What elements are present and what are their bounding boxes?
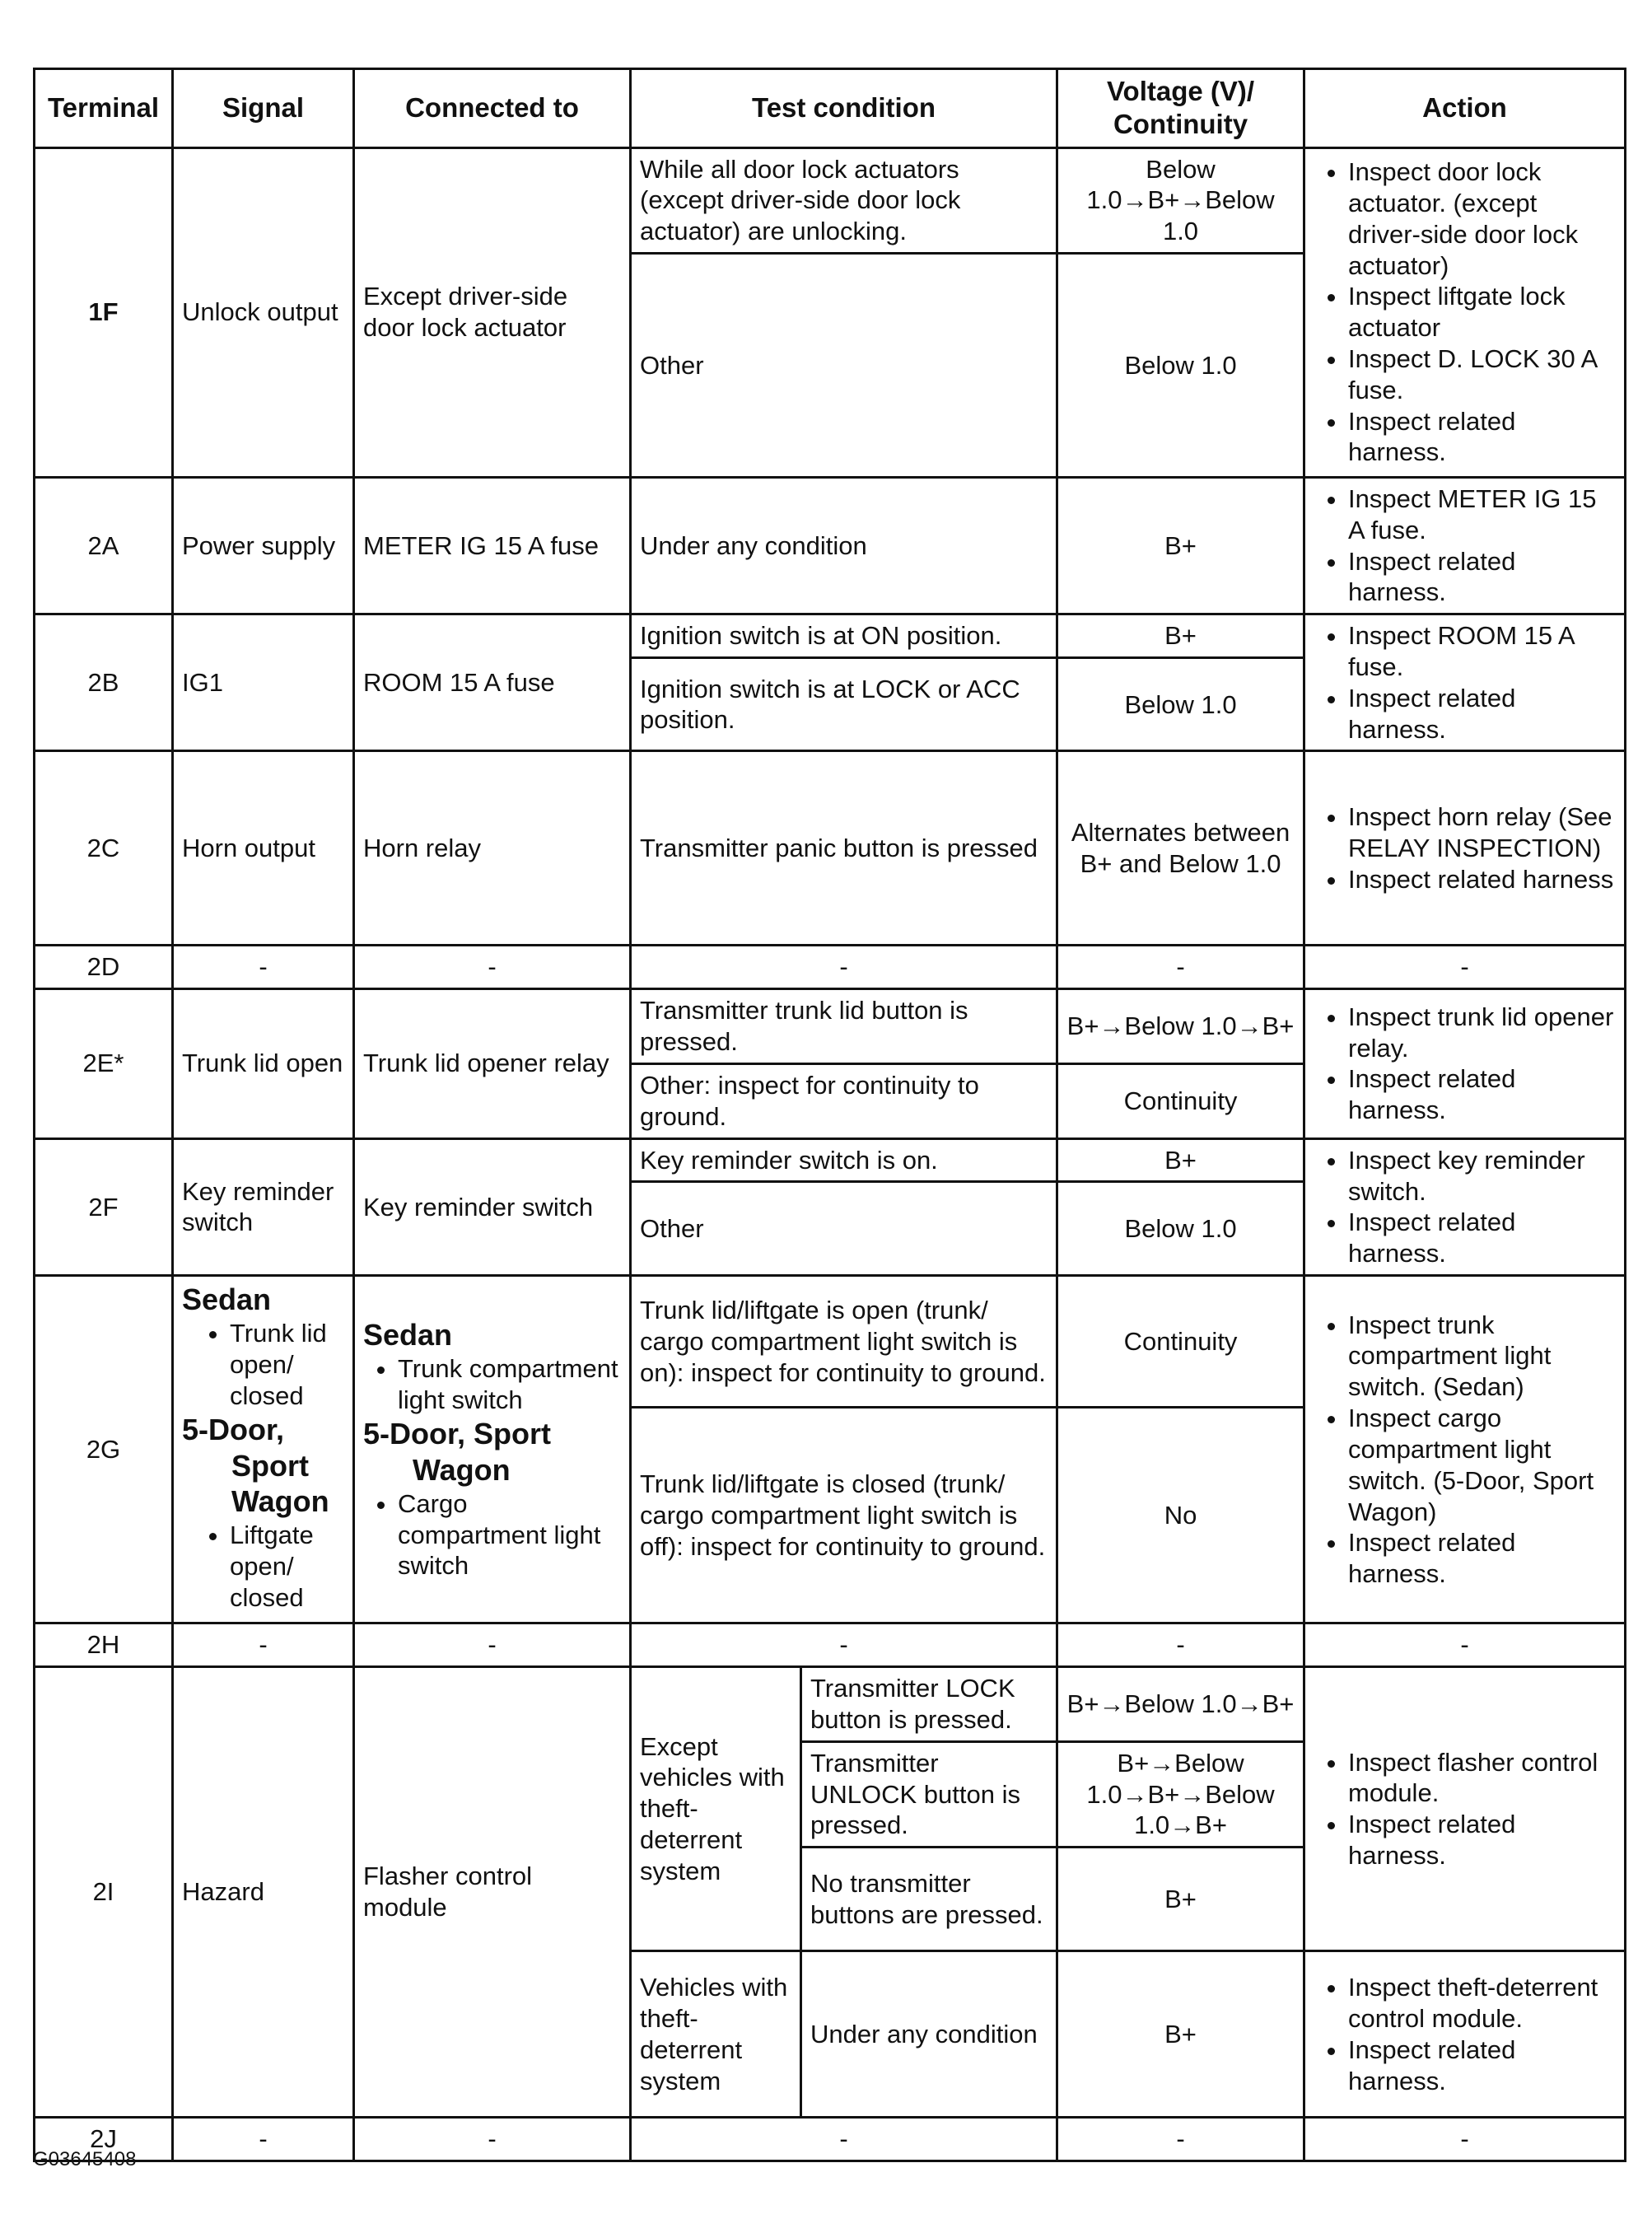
condition-cell: Under any condition <box>801 1951 1057 2118</box>
table-row <box>35 1138 1626 1182</box>
connected-cell: Horn relay <box>354 751 631 946</box>
action-cell <box>1304 1138 1626 1276</box>
action-item: • Inspect related harness. <box>1348 1207 1616 1269</box>
table-row <box>35 946 1626 989</box>
condition-cell: Transmitter UNLOCK button is pressed. <box>801 1741 1057 1847</box>
signal-heading: 5-Door, <box>182 1412 285 1446</box>
dash-cell: - <box>1304 2118 1626 2161</box>
action-item: • Inspect related harness. <box>1348 683 1616 745</box>
condition-cell: Other: inspect for continuity to ground. <box>631 1063 1057 1138</box>
connected-cell: Key reminder switch <box>354 1138 631 1276</box>
dash-cell: - <box>631 1623 1057 1667</box>
connected-cell: Flasher control module <box>354 1667 631 2118</box>
condition-cell: Transmitter LOCK button is pressed. <box>801 1667 1057 1742</box>
action-cell <box>1304 751 1626 946</box>
connected-cell <box>354 1276 631 1623</box>
signal-cell: IG1 <box>173 614 354 751</box>
header-voltage: Voltage (V)/ Continuity <box>1057 69 1304 148</box>
condition-cell: Trunk lid/liftgate is closed (trunk/ cargo compartment light switch is off): inspect for continuity to ground. <box>631 1408 1057 1623</box>
header-action: Action <box>1304 69 1626 148</box>
header-signal: Signal <box>173 69 354 148</box>
signal-cell: Power supply <box>173 477 354 614</box>
action-item: • Inspect related harness. <box>1348 406 1616 469</box>
action-cell <box>1304 477 1626 614</box>
terminal-cell: 2D <box>35 946 173 989</box>
action-cell <box>1304 989 1626 1138</box>
table-row <box>35 477 1626 614</box>
voltage-cell: Below 1.0→B+→Below 1.0 <box>1057 147 1304 253</box>
action-item: • Inspect theft-deterrent control module. <box>1348 1972 1616 2034</box>
action-item: • Inspect trunk compartment light switch. (Sedan) <box>1348 1310 1616 1403</box>
voltage-cell: Below 1.0 <box>1057 658 1304 751</box>
action-item: • Inspect cargo compartment light switch. (5-Door, Sport Wagon) <box>1348 1403 1616 1527</box>
table-row <box>35 1667 1626 1742</box>
connected-cell: Except driver-side door lock actuator <box>354 147 631 477</box>
terminal-cell: 2H <box>35 1623 173 1667</box>
dash-cell: - <box>354 946 631 989</box>
condition-group-cell: Except vehicles with theft-deterrent system <box>631 1667 801 1951</box>
dash-cell: - <box>173 2118 354 2161</box>
table-row <box>35 751 1626 946</box>
connected-cell: METER IG 15 A fuse <box>354 477 631 614</box>
voltage-cell: B+ <box>1057 614 1304 658</box>
dash-cell: - <box>1057 2118 1304 2161</box>
voltage-cell: Alternates between B+ and Below 1.0 <box>1057 751 1304 946</box>
dash-cell: - <box>1057 1623 1304 1667</box>
connected-heading: 5-Door, Sport <box>363 1416 552 1451</box>
action-item: • Inspect flasher control module. <box>1348 1747 1616 1810</box>
signal-cell <box>173 1276 354 1623</box>
connected-bullet: • Trunk compartment light switch <box>398 1353 621 1416</box>
terminal-cell: 2F <box>35 1138 173 1276</box>
action-item: • Inspect horn relay (See RELAY INSPECTION) <box>1348 801 1616 864</box>
dash-cell: - <box>1304 1623 1626 1667</box>
action-cell <box>1304 1276 1626 1623</box>
condition-cell: Transmitter panic button is pressed <box>631 751 1057 946</box>
voltage-cell: Below 1.0 <box>1057 253 1304 477</box>
voltage-cell: B+ <box>1057 1848 1304 1951</box>
dash-cell: - <box>354 1623 631 1667</box>
action-cell <box>1304 1951 1626 2118</box>
action-item: • Inspect related harness. <box>1348 2034 1616 2097</box>
terminal-cell: 2I <box>35 1667 173 2118</box>
action-item: • Inspect key reminder switch. <box>1348 1145 1616 1208</box>
signal-cell: Unlock output <box>173 147 354 477</box>
connected-bullet: • Cargo compartment light switch <box>398 1488 621 1581</box>
action-cell <box>1304 1667 1626 1951</box>
signal-bullet: • Trunk lid open/ closed <box>230 1318 344 1411</box>
header-row <box>35 69 1626 148</box>
action-item: • Inspect related harness. <box>1348 1809 1616 1871</box>
action-item: • Inspect related harness. <box>1348 1527 1616 1590</box>
connected-cell: Trunk lid opener relay <box>354 989 631 1138</box>
voltage-cell: B+ <box>1057 477 1304 614</box>
terminal-cell: 2A <box>35 477 173 614</box>
voltage-cell: B+→Below 1.0→B+→Below 1.0→B+ <box>1057 1741 1304 1847</box>
signal-cell: Key reminder switch <box>173 1138 354 1276</box>
header-test-condition: Test condition <box>631 69 1057 148</box>
action-item: • Inspect METER IG 15 A fuse. <box>1348 484 1616 546</box>
condition-cell: Trunk lid/liftgate is open (trunk/ cargo compartment light switch is on): inspect for continuity to ground. <box>631 1276 1057 1408</box>
signal-cell: Hazard <box>173 1667 354 2118</box>
dash-cell: - <box>631 2118 1057 2161</box>
condition-cell: While all door lock actuators (except driver-side door lock actuator) are unlocking. <box>631 147 1057 253</box>
dash-cell: - <box>1057 946 1304 989</box>
terminal-cell: 2B <box>35 614 173 751</box>
condition-cell: Ignition switch is at ON position. <box>631 614 1057 658</box>
table-row <box>35 989 1626 1064</box>
condition-cell: Transmitter trunk lid button is pressed. <box>631 989 1057 1064</box>
signal-heading: Sport Wagon <box>231 1448 329 1519</box>
table-row <box>35 614 1626 658</box>
terminal-cell: 2J <box>35 2118 173 2161</box>
terminal-cell: 2E* <box>35 989 173 1138</box>
action-item: • Inspect related harness. <box>1348 1063 1616 1126</box>
condition-cell: Other <box>631 1182 1057 1276</box>
signal-cell: Horn output <box>173 751 354 946</box>
voltage-cell: B+→Below 1.0→B+ <box>1057 989 1304 1064</box>
dash-cell: - <box>173 946 354 989</box>
voltage-cell: Continuity <box>1057 1063 1304 1138</box>
action-item: • Inspect D. LOCK 30 A fuse. <box>1348 343 1616 406</box>
dash-cell: - <box>631 946 1057 989</box>
signal-bullet: • Liftgate open/ closed <box>230 1520 344 1613</box>
terminal-spec-table <box>33 68 1626 2162</box>
header-terminal: Terminal <box>35 69 173 148</box>
action-cell <box>1304 614 1626 751</box>
action-item: • Inspect liftgate lock actuator <box>1348 281 1616 343</box>
action-item: • Inspect related harness <box>1348 864 1616 895</box>
voltage-cell: B+ <box>1057 1138 1304 1182</box>
table-row <box>35 1623 1626 1667</box>
connected-cell: ROOM 15 A fuse <box>354 614 631 751</box>
voltage-cell: B+→Below 1.0→B+ <box>1057 1667 1304 1742</box>
header-connected-to: Connected to <box>354 69 631 148</box>
action-item: • Inspect door lock actuator. (except driver-side door lock actuator) <box>1348 156 1616 281</box>
table-row <box>35 2118 1626 2161</box>
connected-heading: Sedan <box>363 1318 453 1352</box>
condition-cell: Other <box>631 253 1057 477</box>
dash-cell: - <box>173 1623 354 1667</box>
voltage-cell: Below 1.0 <box>1057 1182 1304 1276</box>
signal-cell: Trunk lid open <box>173 989 354 1138</box>
action-item: • Inspect trunk lid opener relay. <box>1348 1002 1616 1064</box>
table-row <box>35 1276 1626 1408</box>
voltage-cell: No <box>1057 1408 1304 1623</box>
action-item: • Inspect ROOM 15 A fuse. <box>1348 620 1616 683</box>
action-item: • Inspect related harness. <box>1348 546 1616 609</box>
connected-heading: Wagon <box>413 1452 511 1487</box>
dash-cell: - <box>1304 946 1626 989</box>
dash-cell: - <box>354 2118 631 2161</box>
action-cell <box>1304 147 1626 477</box>
condition-group-cell: Vehicles with theft-deterrent system <box>631 1951 801 2118</box>
signal-heading: Sedan <box>182 1282 272 1317</box>
condition-cell: Key reminder switch is on. <box>631 1138 1057 1182</box>
condition-cell: No transmitter buttons are pressed. <box>801 1848 1057 1951</box>
figure-id: G03645408 <box>33 2148 137 2170</box>
table-row <box>35 147 1626 253</box>
terminal-cell: 2C <box>35 751 173 946</box>
terminal-cell: 2G <box>35 1276 173 1623</box>
voltage-cell: Continuity <box>1057 1276 1304 1408</box>
condition-cell: Ignition switch is at LOCK or ACC position. <box>631 658 1057 751</box>
voltage-cell: B+ <box>1057 1951 1304 2118</box>
condition-cell: Under any condition <box>631 477 1057 614</box>
terminal-cell: 1F <box>35 147 173 477</box>
